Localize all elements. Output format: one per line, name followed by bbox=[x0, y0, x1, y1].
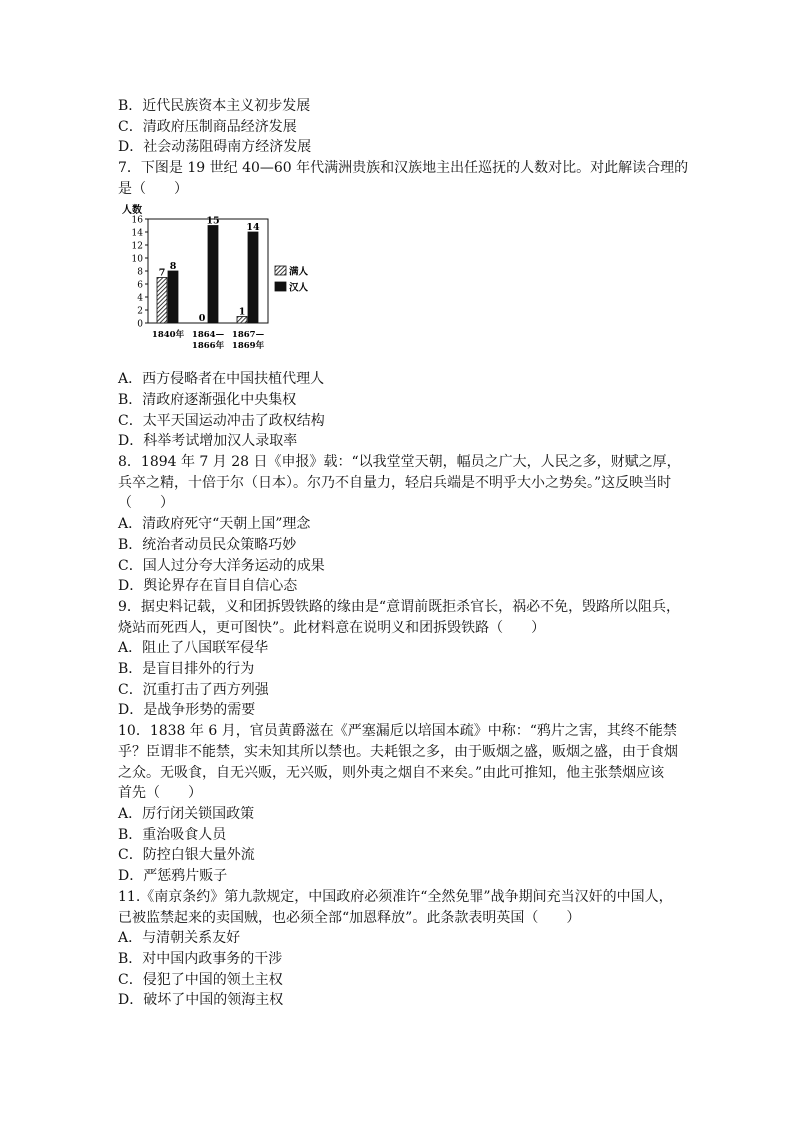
x-tick-label: 1864— bbox=[191, 329, 225, 340]
q10-option-b: B．重治吸食人员 bbox=[118, 826, 227, 843]
data-label: 14 bbox=[246, 221, 260, 233]
bar-汉人 bbox=[168, 271, 178, 323]
y-tick-label: 0 bbox=[137, 319, 143, 330]
bars bbox=[157, 215, 260, 324]
governor-count-bar-chart bbox=[118, 203, 318, 361]
data-label: 1 bbox=[238, 306, 246, 318]
q10-stem-line-4: 首先（ ） bbox=[118, 785, 202, 802]
q11-option-a: A．与清朝关系友好 bbox=[118, 930, 241, 947]
question-7 bbox=[118, 158, 689, 452]
q7-option-a: A．西方侵略者在中国扶植代理人 bbox=[118, 371, 325, 388]
q9-stem-line-1: 9．据史料记载，义和团拆毁铁路的缘由是“意谓前既拒杀官长，祸必不免，毁路所以阻兵， bbox=[118, 598, 681, 615]
data-label: 15 bbox=[206, 215, 220, 227]
q10-stem-line-3: 之众。无吸食，自无兴贩，无兴贩，则外夷之烟自不来矣。”由此可推知，他主张禁烟应该 bbox=[118, 764, 665, 781]
q11-stem-line-2: 已被监禁起来的卖国贼，也必须全部“加恩释放”。此条款表明英国（ ） bbox=[118, 909, 581, 926]
q10-option-a: A．厉行闭关锁国政策 bbox=[118, 805, 255, 822]
q11-option-c: C．侵犯了中国的领土主权 bbox=[118, 971, 283, 988]
y-tick-label: 12 bbox=[131, 241, 143, 252]
y-tick-label: 4 bbox=[137, 293, 143, 304]
question-11 bbox=[118, 887, 678, 1011]
q6-option-d: D．社会动荡阻碍南方经济发展 bbox=[118, 139, 312, 156]
x-tick-label: 1869年 bbox=[231, 340, 265, 351]
data-label: 8 bbox=[169, 260, 177, 272]
q10-stem-line-2: 乎？臣谓非不能禁，实未知其所以禁也。夫耗银之多，由于贩烟之盛，贩烟之盛，由于食烟 bbox=[118, 743, 678, 760]
legend-label: 汉人 bbox=[289, 282, 309, 294]
x-tick-label: 1867— bbox=[231, 329, 265, 340]
y-tick-label: 14 bbox=[131, 228, 143, 239]
q10-option-d: D．严惩鸦片贩子 bbox=[118, 868, 228, 885]
q9-stem-line-2: 烧站而死西人，更可图快”。此材料意在说明义和团拆毁铁路（ ） bbox=[118, 619, 546, 636]
legend-label: 满人 bbox=[289, 266, 309, 278]
q6-option-c: C．清政府压制商品经济发展 bbox=[118, 118, 297, 135]
q8-stem-line-3: （ ） bbox=[118, 495, 174, 512]
q8-option-b: B．统治者动员民众策略巧妙 bbox=[118, 536, 297, 553]
q7-stem-line-2: 是（ ） bbox=[118, 180, 188, 197]
bar-汉人 bbox=[248, 232, 258, 323]
x-tick-label: 1840年 bbox=[151, 329, 185, 340]
y-tick-label: 8 bbox=[137, 267, 143, 278]
q7-option-b: B．清政府逐渐强化中央集权 bbox=[118, 391, 297, 408]
q7-stem-line-1: 7．下图是 19 世纪 40—60 年代满洲贵族和汉族地主出任巡抚的人数对比。对此解读合理的 bbox=[118, 160, 689, 177]
y-axis-label: 人数 bbox=[122, 204, 142, 216]
legend-swatch-满人 bbox=[275, 266, 286, 275]
q8-stem-line-1: 8．1894 年 7 月 28 日《申报》载：“以我堂堂天朝，幅员之广大，人民之多，财赋之厚， bbox=[118, 454, 681, 471]
data-label: 7 bbox=[158, 267, 166, 279]
q11-option-d: D．破坏了中国的领海主权 bbox=[118, 992, 284, 1009]
legend bbox=[275, 265, 309, 293]
q7-option-d: D．科举考试增加汉人录取率 bbox=[118, 433, 298, 450]
legend-swatch-汉人 bbox=[275, 282, 286, 291]
q7-option-c: C．太平天国运动冲击了政权结构 bbox=[118, 412, 325, 429]
question-8 bbox=[118, 452, 681, 597]
data-label: 0 bbox=[198, 312, 206, 324]
q8-option-a: A．清政府死守“天朝上国”理念 bbox=[118, 516, 311, 533]
question-9 bbox=[118, 597, 681, 721]
q6-options bbox=[118, 96, 678, 158]
q9-option-b: B．是盲目排外的行为 bbox=[118, 661, 255, 678]
q9-option-d: D．是战争形势的需要 bbox=[118, 702, 256, 719]
x-tick-label: 1866年 bbox=[191, 340, 225, 351]
q9-option-c: C．沉重打击了西方列强 bbox=[118, 681, 269, 698]
y-tick-label: 16 bbox=[131, 215, 143, 226]
q9-option-a: A．阻止了八国联军侵华 bbox=[118, 640, 269, 657]
q10-option-c: C．防控白银大量外流 bbox=[118, 847, 255, 864]
q8-stem-line-2: 兵卒之精，十倍于尔（日本）。尔乃不自量力，轻启兵端是不明乎大小之势矣。”这反映当时 bbox=[118, 474, 672, 491]
q6-option-b: B．近代民族资本主义初步发展 bbox=[118, 98, 311, 114]
question-10 bbox=[118, 721, 678, 887]
x-axis-labels bbox=[152, 329, 265, 351]
q10-stem-line-1: 10．1838 年 6 月，官员黄爵滋在《严塞漏卮以培国本疏》中称：“鸦片之害，其终不能禁 bbox=[118, 723, 677, 740]
exam-page bbox=[118, 96, 689, 1011]
bar-满人 bbox=[157, 277, 167, 323]
q8-option-d: D．舆论界存在盲目自信心态 bbox=[118, 578, 298, 595]
bar-汉人 bbox=[208, 225, 218, 323]
y-tick-label: 6 bbox=[137, 280, 143, 291]
y-tick-label: 2 bbox=[137, 306, 143, 317]
q11-option-b: B．对中国内政事务的干涉 bbox=[118, 950, 283, 967]
q11-stem-line-1: 11.《南京条约》第九款规定，中国政府必须准许“全然免罪”战争期间充当汉奸的中国人， bbox=[118, 888, 673, 905]
y-tick-label: 10 bbox=[131, 254, 143, 265]
q8-option-c: C．国人过分夸大洋务运动的成果 bbox=[118, 557, 325, 574]
